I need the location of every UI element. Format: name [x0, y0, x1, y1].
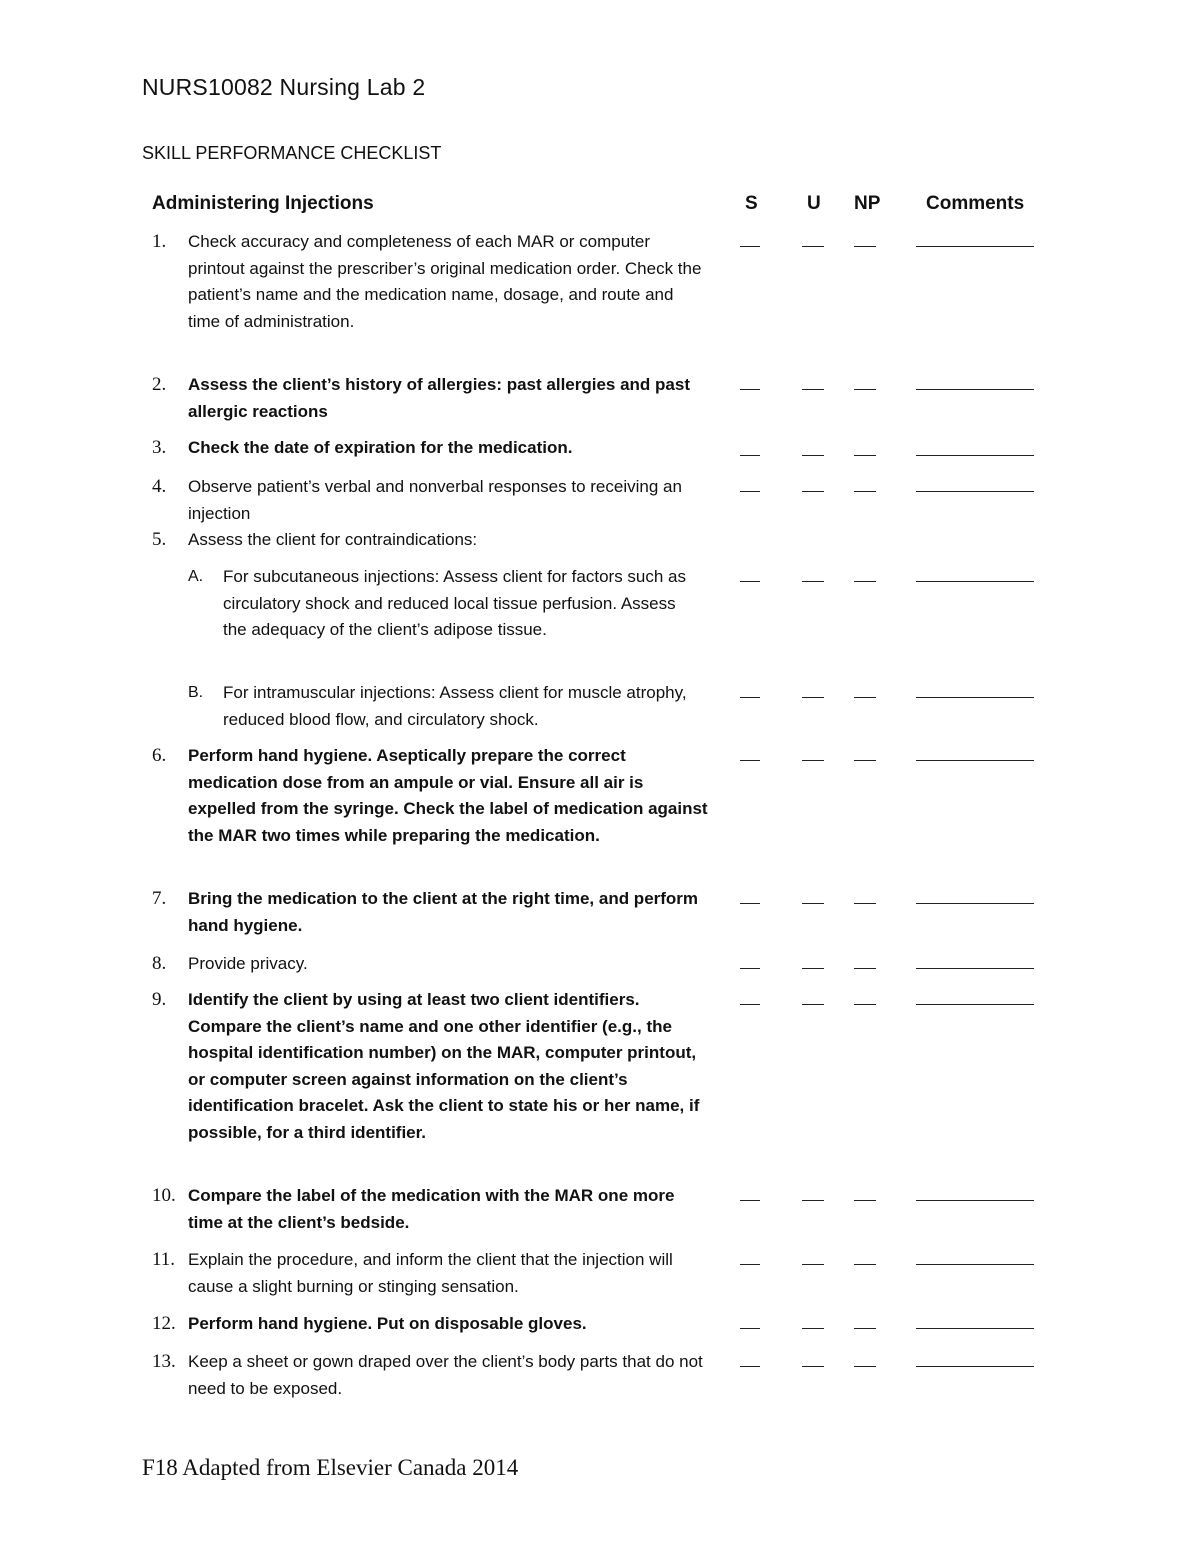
item-text: Check accuracy and completeness of each MAR or computer printout against the prescriber’s original medication order. Check the patient’s name and the medication name, dosage, and route and time of administration.	[188, 232, 702, 331]
item-number: 8.	[152, 953, 167, 974]
column-header-u: U	[807, 193, 821, 214]
item-text: Assess the client’s history of allergies: past allergies and past allergic reactions	[188, 375, 690, 421]
page-title: NURS10082 Nursing Lab 2	[142, 74, 426, 100]
item-number: 9.	[152, 989, 167, 1010]
item-number: 2.	[152, 374, 167, 395]
column-header-comments: Comments	[926, 193, 1025, 214]
item-number: 12.	[152, 1313, 176, 1334]
item-text: Perform hand hygiene. Put on disposable gloves.	[188, 1314, 587, 1333]
item-text: Perform hand hygiene. Aseptically prepare the correct medication dose from an ampule or vial. Ensure all air is expelled from the syringe. Check the label of medication against the MAR two times while preparing the medication.	[188, 746, 708, 845]
item-number: 13.	[152, 1351, 176, 1372]
item-text: Explain the procedure, and inform the client that the injection will cause a slight burning or stinging sensation.	[188, 1250, 673, 1296]
item-text: Provide privacy.	[188, 954, 308, 973]
item-number: 6.	[152, 745, 167, 766]
item-number: 4.	[152, 476, 167, 497]
column-header-s: S	[745, 193, 758, 214]
item-number: 11.	[152, 1249, 176, 1270]
item-text: Keep a sheet or gown draped over the client’s body parts that do not need to be exposed.	[188, 1352, 703, 1398]
subitem-text: For subcutaneous injections: Assess client for factors such as circulatory shock and reduced local tissue perfusion. Assess the adequacy of the client’s adipose tissue.	[223, 567, 687, 639]
column-header-np: NP	[854, 193, 881, 214]
item-text: Compare the label of the medication with the MAR one more time at the client’s bedside.	[188, 1186, 675, 1232]
item-number: 1.	[152, 231, 167, 252]
subitem-letter: B.	[188, 684, 204, 701]
item-text: Bring the medication to the client at the right time, and perform hand hygiene.	[188, 889, 699, 935]
page-footer: F18 Adapted from Elsevier Canada 2014	[142, 1455, 519, 1480]
item-text: Check the date of expiration for the medication.	[188, 438, 573, 457]
item-number: 5.	[152, 529, 167, 550]
item-text: Observe patient’s verbal and nonverbal responses to receiving an injection	[188, 477, 682, 523]
item-number: 10.	[152, 1185, 176, 1206]
item-text: Assess the client for contraindications:	[188, 530, 478, 549]
section-title: SKILL PERFORMANCE CHECKLIST	[142, 143, 442, 163]
checklist-title: Administering Injections	[152, 193, 374, 214]
item-number: 3.	[152, 437, 167, 458]
item-text: Identify the client by using at least two client identifiers. Compare the client’s name and one other identifier (e.g., the hospital identification number) on the MAR, computer printout, or computer screen against information on the client’s identification bracelet. Ask the client to state his or her name, if possible, for a third identifier.	[188, 990, 700, 1142]
subitem-letter: A.	[188, 568, 204, 585]
subitem-text: For intramuscular injections: Assess client for muscle atrophy, reduced blood flow, and circulatory shock.	[223, 683, 687, 729]
item-number: 7.	[152, 888, 167, 909]
